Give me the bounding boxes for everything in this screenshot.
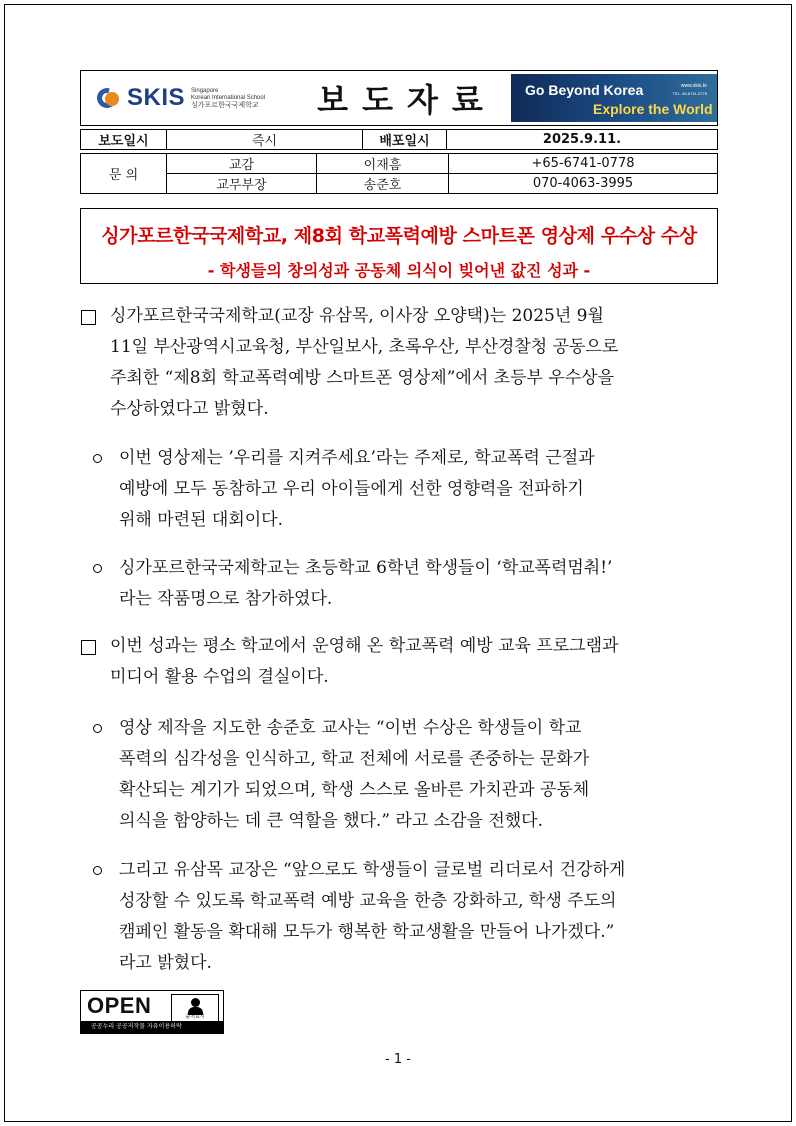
- press-header: [80, 70, 718, 126]
- contact-phone: 070-4063-3995: [449, 174, 718, 194]
- paragraph-line: 싱가포르한국국제학교는 초등학교 6학년 학생들이 ‘학교폭력멈춰!’: [119, 558, 613, 578]
- report-date-label: 보도일시: [81, 130, 167, 150]
- circle-bullet-icon: [93, 454, 102, 463]
- slogan-banner: [511, 74, 717, 122]
- contact-name: 이재흠: [317, 154, 449, 174]
- paragraph-2a: [119, 713, 719, 837]
- paragraph-line: 이번 영상제는 ’우리를 지켜주세요’라는 주제로, 학교폭력 근절과: [119, 448, 595, 468]
- headline-subtitle: - 학생들의 창의성과 공동체 의식이 빚어낸 값진 성과 -: [207, 261, 591, 280]
- school-logo: [81, 71, 289, 125]
- paragraph-line: 의식을 함양하는 데 큰 역할을 했다.” 라고 소감을 전했다.: [119, 811, 544, 831]
- banner-web: www.skis.kr: [680, 83, 707, 89]
- logo-subtitle: [191, 88, 265, 109]
- contact-label: 문 의: [81, 154, 167, 194]
- banner-tel: TEL. 65-6741-0778: [672, 91, 707, 96]
- banner-line2: Explore the World: [593, 101, 713, 117]
- headline-title: 싱가포르한국국제학교, 제8회 학교폭력예방 스마트폰 영상제 우수상 수상: [101, 225, 697, 247]
- logo-name: SKIS: [127, 84, 186, 111]
- press-title-cell: [289, 71, 511, 125]
- logo-sub-en2: Korean International School: [191, 94, 266, 101]
- page-number: - 1 -: [385, 1052, 411, 1067]
- banner-line1: Go Beyond Korea: [525, 82, 644, 98]
- paragraph-line: 11일 부산광역시교육청, 부산일보사, 초록우산, 부산경찰청 공동으로: [110, 337, 619, 357]
- logo-sub-ko: 싱가포르한국국제학교: [191, 101, 259, 109]
- circle-bullet-icon: [93, 866, 102, 875]
- paragraph-1a: [119, 443, 719, 536]
- open-word: OPEN: [87, 993, 152, 1018]
- open-strip: 공공누리 공공저작물 자유이용허락: [81, 1021, 223, 1033]
- paragraph-2: [110, 631, 718, 693]
- paragraph-1: [110, 301, 718, 425]
- paragraph-line: 성장할 수 있도록 학교폭력 예방 교육을 한층 강화하고, 학생 주도의: [119, 891, 617, 911]
- square-bullet-icon: [81, 640, 96, 655]
- logo-sub-en1: Singapore: [191, 87, 219, 94]
- paragraph-line: 캠페인 활동을 확대해 모두가 행복한 학교생활을 만들어 나가겠다.”: [119, 922, 615, 942]
- paragraph-line: 영상 제작을 지도한 송준호 교사는 “이번 수상은 학생들이 학교: [119, 718, 582, 738]
- press-title: 보도자료: [317, 81, 497, 119]
- report-date-value: 즉시: [167, 130, 363, 150]
- circle-bullet-icon: [93, 564, 102, 573]
- contact-phone: +65-6741-0778: [449, 154, 718, 174]
- kogl-open-logo: [80, 990, 224, 1034]
- paragraph-line: 그리고 유삼목 교장은 “앞으로도 학생들이 글로벌 리더로서 건강하게: [119, 860, 626, 880]
- skis-emblem-icon: [95, 84, 123, 112]
- paragraph-line: 라고 밝혔다.: [119, 953, 212, 973]
- paragraph-2b: [119, 855, 719, 979]
- paragraph-line: 위해 마련된 대회이다.: [119, 510, 284, 530]
- contact-role: 교무부장: [167, 174, 317, 194]
- paragraph-line: 싱가포르한국국제학교(교장 유삼목, 이사장 오양택)는 2025년 9월: [110, 306, 604, 326]
- paragraph-line: 이번 성과는 평소 학교에서 운영해 온 학교폭력 예방 교육 프로그램과: [110, 636, 619, 656]
- paragraph-line: 폭력의 심각성을 인식하고, 학교 전체에 서로를 존중하는 문화가: [119, 749, 590, 769]
- paragraph-line: 확산되는 계기가 되었으며, 학생 스스로 올바른 가치관과 공동체: [119, 780, 590, 800]
- circle-bullet-icon: [93, 724, 102, 733]
- headline-box: [80, 208, 718, 284]
- paragraph-line: 주최한 “제8회 학교폭력예방 스마트폰 영상제”에서 초등부 우수상을: [110, 368, 615, 388]
- paragraph-line: 예방에 모두 동참하고 우리 아이들에게 선한 영향력을 전파하기: [119, 479, 584, 499]
- distribute-date-label: 배포일시: [363, 130, 447, 150]
- paragraph-1b: [119, 553, 719, 615]
- contact-role: 교감: [167, 154, 317, 174]
- paragraph-line: 수상하였다고 밝혔다.: [110, 399, 269, 419]
- attribution-label: 출처표시: [185, 1014, 205, 1020]
- attribution-person-icon: [171, 994, 219, 1022]
- paragraph-line: 미디어 활용 수업의 결실이다.: [110, 667, 329, 687]
- distribute-date-value: 2025.9.11.: [447, 130, 718, 150]
- paragraph-line: 라는 작품명으로 참가하였다.: [119, 589, 333, 609]
- contact-name: 송준호: [317, 174, 449, 194]
- contact-table: [80, 153, 718, 194]
- square-bullet-icon: [81, 310, 96, 325]
- release-info-table: [80, 129, 718, 150]
